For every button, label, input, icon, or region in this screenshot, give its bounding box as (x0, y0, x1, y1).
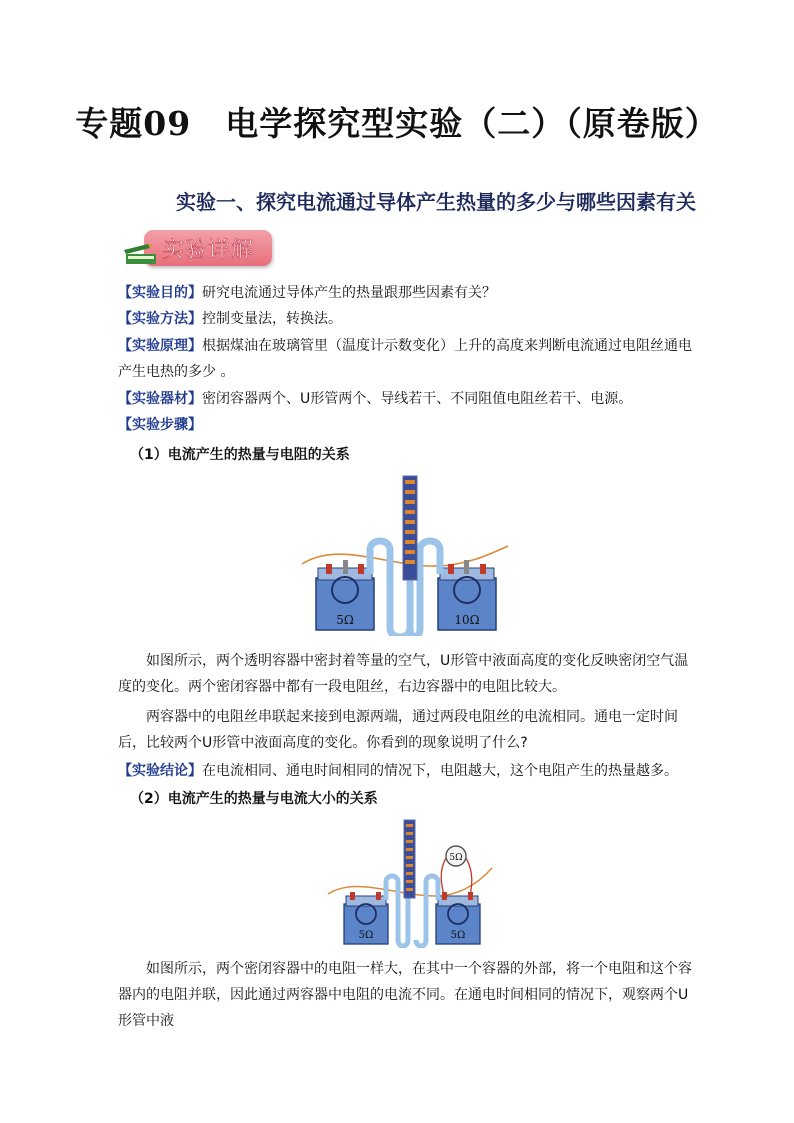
principle-line (118, 333, 700, 385)
step2-title: （2）电流产生的热量与电流大小的关系 (130, 791, 378, 807)
purpose-text: 研究电流通过导体产生的热量跟那些因素有关？ (202, 285, 496, 301)
step1-paragraph-2: 两容器中的电阻丝串联起来接到电源两端，通过两段电阻丝的电流相同。通电一定时间后，比较两个U形管中液面高度的变化。你看到的现象说明了什么? (118, 709, 678, 751)
equipment-line (118, 386, 700, 412)
equipment-label: 【实验器材】 (118, 391, 202, 407)
steps-line (118, 412, 700, 438)
right-resistor-label-2: 5Ω (450, 930, 466, 941)
figure-current-experiment (326, 816, 496, 948)
left-resistor-label-2: 5Ω (358, 930, 374, 941)
conclusion-text: 在电流相同、通电时间相同的情况下，电阻越大，这个电阻产生的热量越多。 (202, 763, 678, 779)
principle-label: 【实验原理】 (118, 338, 202, 354)
step1-title: （1）电流产生的热量与电阻的关系 (130, 447, 350, 463)
method-label: 【实验方法】 (118, 311, 202, 327)
equipment-text: 密闭容器两个、U形管两个、导线若干、不同阻值电阻丝若干、电源。 (202, 391, 633, 407)
step1-paragraph-1: 如图所示，两个透明容器中密封着等量的空气，U形管中液面高度的变化反映密闭空气温度的变化。两个密闭容器中都有一段电阻丝，右边容器中的电阻比较大。 (118, 653, 689, 695)
banner-label: 实验详解 (162, 238, 255, 263)
left-resistor-label: 5Ω (336, 613, 354, 627)
step2-paragraph-1: 如图所示，两个密闭容器中的电阻一样大，在其中一个容器的外部，将一个电阻和这个容器内的电阻并联，因此通过两容器中电阻的电流不同。在通电时间相同的情况下，观察两个U形管中液 (118, 961, 692, 1029)
conclusion-label: 【实验结论】 (118, 763, 202, 779)
purpose-line (118, 280, 700, 306)
page-title: 专题09 电学探究型实验（二）（原卷版） (75, 104, 719, 143)
method-text: 控制变量法，转换法。 (202, 311, 342, 327)
right-resistor-label: 10Ω (454, 613, 480, 627)
principle-text: 根据煤油在玻璃管里（温度计示数变化）上升的高度来判断电流通过电阻丝通电产生电热的多少 。 (118, 338, 692, 380)
steps-label: 【实验步骤】 (118, 417, 202, 433)
section-title: 实验一、探究电流通过导体产生热量的多少与哪些因素有关 (176, 190, 696, 214)
purpose-label: 【实验目的】 (118, 285, 202, 301)
external-resistor-label: 5Ω (449, 853, 463, 863)
book-pen-icon (122, 244, 164, 270)
figure-resistance-experiment (300, 468, 510, 636)
section-banner (122, 230, 274, 270)
conclusion-line (118, 758, 700, 784)
method-line (118, 306, 700, 332)
